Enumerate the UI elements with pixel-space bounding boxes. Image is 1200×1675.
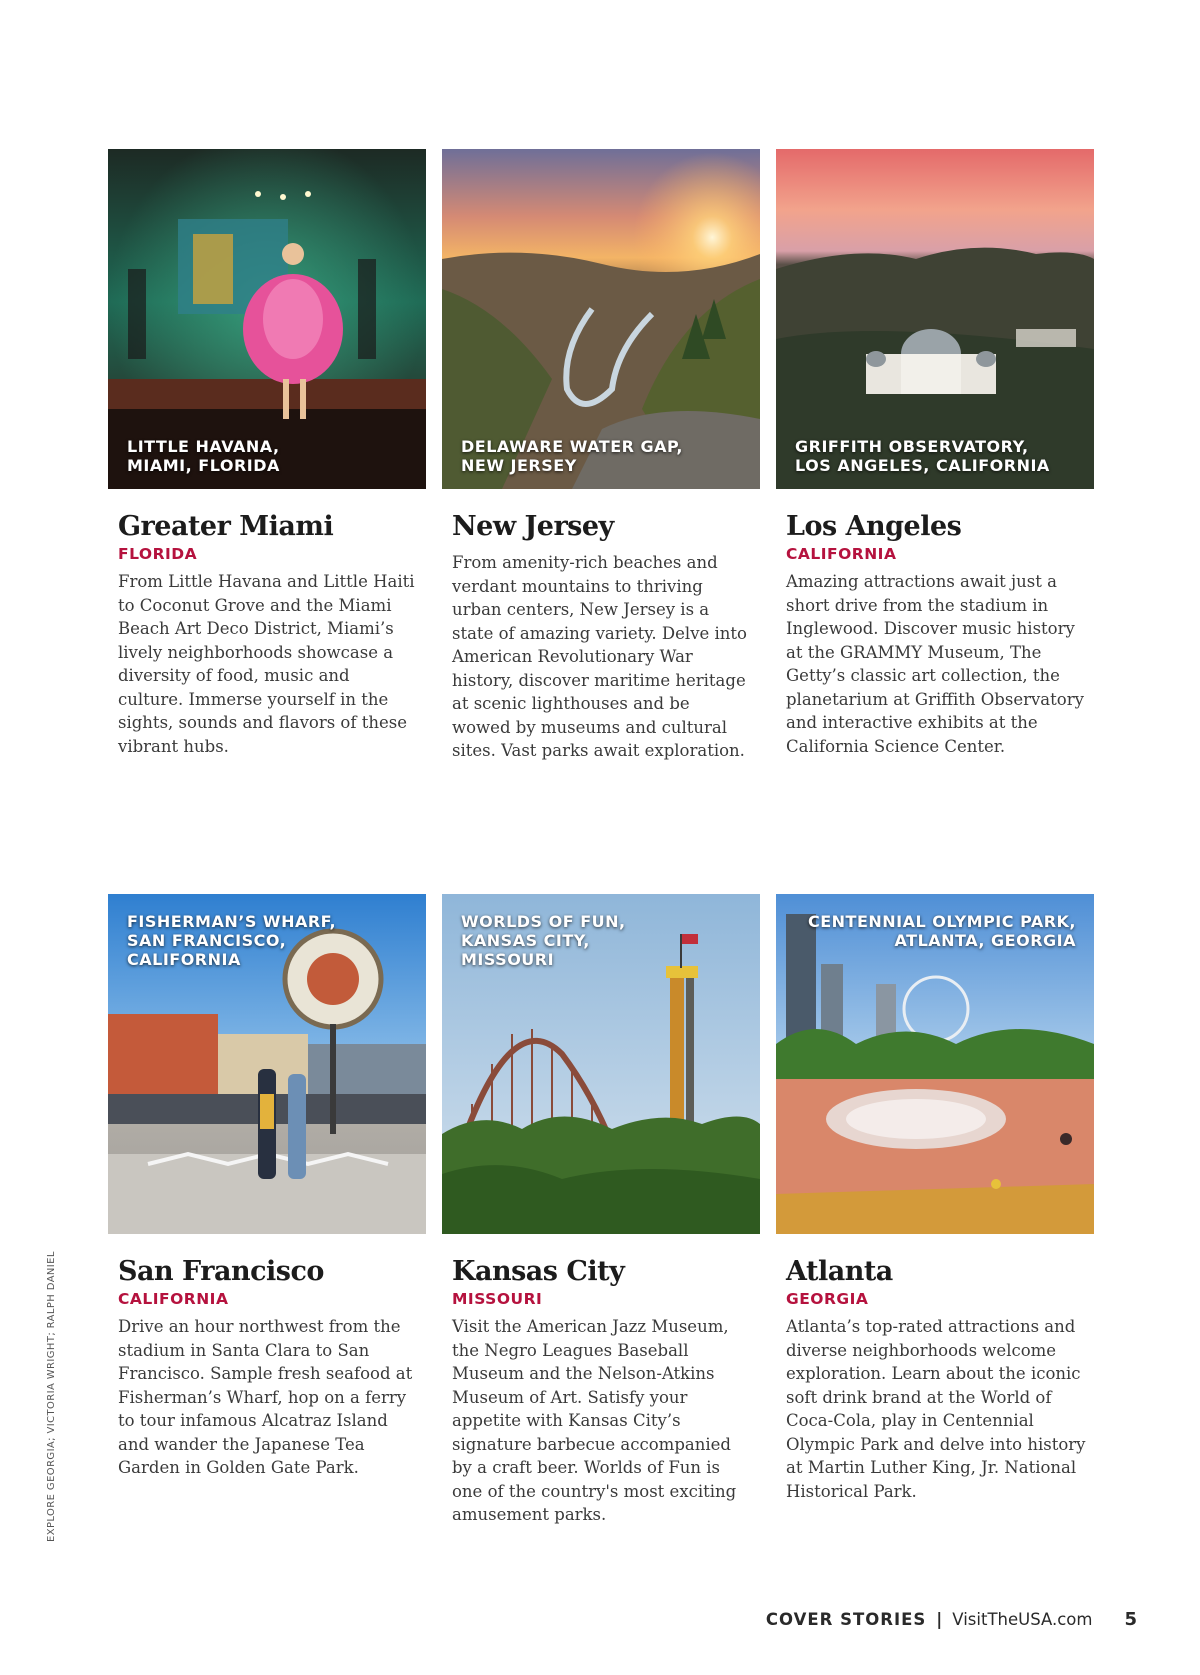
destination-title: Atlanta — [786, 1256, 893, 1287]
photo-griffith-observatory — [776, 149, 1094, 489]
destination-card-atlanta — [776, 894, 1094, 1503]
footer-section: COVER STORIES — [765, 1610, 927, 1629]
destination-title: Greater Miami — [118, 511, 334, 542]
footer-site-link[interactable]: VisitTheUSA.com — [952, 1610, 1093, 1629]
photo-fishermans-wharf — [108, 894, 426, 1234]
footer-separator: | — [936, 1610, 943, 1629]
destination-description: From amenity-rich beaches and verdant mountains to thriving urban centers, New Jersey is a state of amazing variety. Delve into American Revolutionary War history, discover maritime heritage at scenic lighthouses and be wowed by museums and cultural sites. Vast parks await exploration. — [452, 553, 747, 760]
destination-card-kansas-city — [442, 894, 760, 1527]
destination-card-new-jersey — [442, 149, 760, 763]
destination-title: Kansas City — [452, 1256, 625, 1287]
destination-description: Drive an hour northwest from the stadium in Santa Clara to San Francisco. Sample fresh seafood at Fisherman’s Wharf, hop on a ferry to tour infamous Alcatraz Island and wander the Japanese Tea Garden in Golden Gate Park. — [118, 1317, 413, 1477]
state-label: MISSOURI — [452, 1290, 543, 1308]
destination-card-greater-miami — [108, 149, 426, 758]
photo-caption: WORLDS OF FUN, KANSAS CITY, MISSOURI — [461, 912, 626, 969]
page-number: 5 — [1124, 1609, 1137, 1630]
destination-description: Amazing attractions await just a short drive from the stadium in Inglewood. Discover music history at the GRAMMY Museum, The Getty’s classic art collection, the planetarium at Griffith Observatory and interactive exhibits at the California Science Center. — [786, 572, 1084, 756]
state-label: GEORGIA — [786, 1290, 869, 1308]
destination-title: San Francisco — [118, 1256, 324, 1287]
destination-title: New Jersey — [452, 511, 614, 542]
photo-caption: CENTENNIAL OLYMPIC PARK, ATLANTA, GEORGIA — [807, 912, 1076, 950]
destination-description: Atlanta’s top-rated attractions and diverse neighborhoods welcome exploration. Learn about the iconic soft drink brand at the World of Coca-Cola, play in Centennial Olympic Park and delve into history at Martin Luther King, Jr. National Historical Park. — [786, 1317, 1086, 1501]
destination-card-san-francisco — [108, 894, 426, 1480]
state-label: CALIFORNIA — [786, 545, 897, 563]
destination-description: From Little Havana and Little Haiti to Coconut Grove and the Miami Beach Art Deco District, Miami’s lively neighborhoods showcase a diversity of food, music and culture. Immerse yourself in the sights, sounds and flavors of these vibrant hubs. — [118, 572, 415, 756]
destination-title: Los Angeles — [786, 511, 962, 542]
photo-little-havana — [108, 149, 426, 489]
destination-description: Visit the American Jazz Museum, the Negro Leagues Baseball Museum and the Nelson-Atkins Museum of Art. Satisfy your appetite with Kansas City’s signature barbecue accompanied by a craft beer. Worlds of Fun is one of the country's most exciting amusement parks. — [452, 1317, 737, 1524]
photo-delaware-water-gap — [442, 149, 760, 489]
photo-caption: GRIFFITH OBSERVATORY, LOS ANGELES, CALIFORNIA — [795, 437, 1050, 475]
state-label: FLORIDA — [118, 545, 198, 563]
photo-caption: FISHERMAN’S WHARF, SAN FRANCISCO, CALIFORNIA — [127, 912, 337, 969]
photo-centennial-olympic-park — [776, 894, 1094, 1234]
page-footer — [766, 1609, 1137, 1630]
photo-caption: DELAWARE WATER GAP, NEW JERSEY — [461, 437, 683, 475]
photo-worlds-of-fun — [442, 894, 760, 1234]
destination-card-los-angeles — [776, 149, 1094, 758]
state-label: CALIFORNIA — [118, 1290, 229, 1308]
photo-credit: EXPLORE GEORGIA; VICTORIA WRIGHT; RALPH DANIEL — [46, 1251, 57, 1542]
photo-caption: LITTLE HAVANA, MIAMI, FLORIDA — [127, 437, 280, 475]
